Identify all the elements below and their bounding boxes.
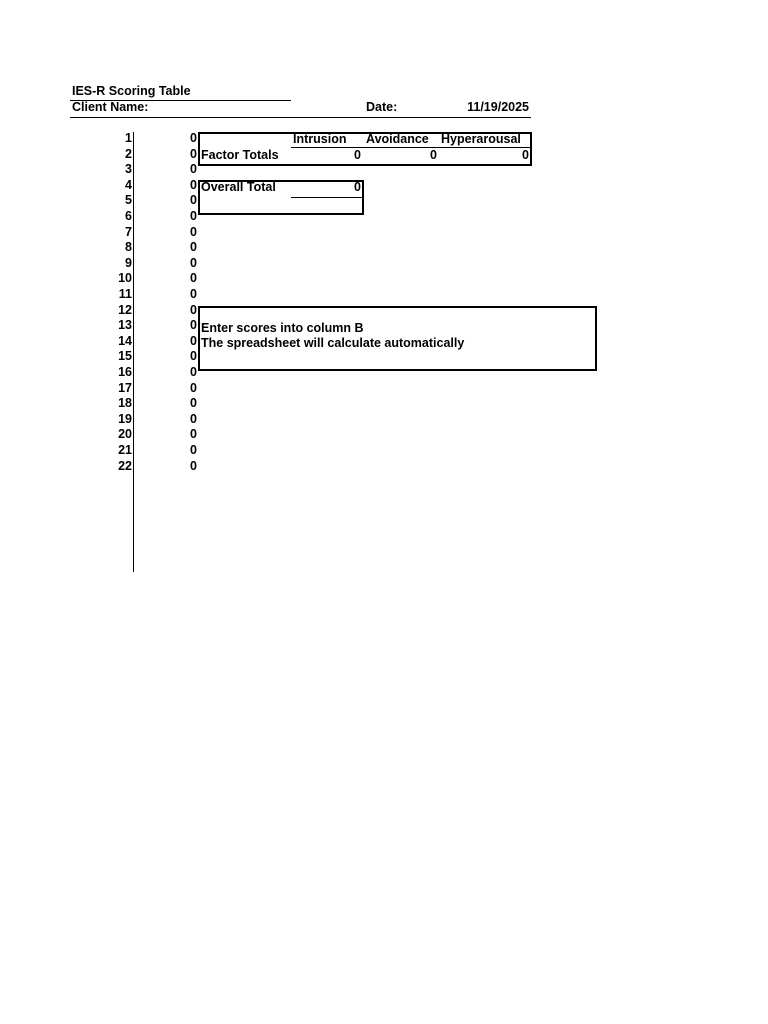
item-score-cell[interactable]: 0 bbox=[190, 225, 197, 239]
item-score-cell[interactable]: 0 bbox=[190, 443, 197, 457]
item-number: 10 bbox=[118, 271, 132, 285]
factor-header-hyperarousal: Hyperarousal bbox=[441, 132, 521, 146]
factor-totals-label: Factor Totals bbox=[201, 148, 279, 162]
item-score-cell[interactable]: 0 bbox=[190, 303, 197, 317]
item-number: 13 bbox=[118, 318, 132, 332]
item-score-cell[interactable]: 0 bbox=[190, 178, 197, 192]
item-number: 20 bbox=[118, 427, 132, 441]
factor-header-avoidance: Avoidance bbox=[366, 132, 429, 146]
date-value[interactable]: 11/19/2025 bbox=[467, 100, 529, 114]
item-score-cell[interactable]: 0 bbox=[190, 396, 197, 410]
item-score-cell[interactable]: 0 bbox=[190, 349, 197, 363]
item-number: 15 bbox=[118, 349, 132, 363]
factor-total-intrusion: 0 bbox=[354, 148, 361, 162]
sheet-title: IES-R Scoring Table bbox=[72, 84, 191, 98]
item-number: 16 bbox=[118, 365, 132, 379]
client-name-label: Client Name: bbox=[72, 100, 149, 114]
instruction-line-1: Enter scores into column B bbox=[201, 321, 364, 335]
item-score-cell[interactable]: 0 bbox=[190, 412, 197, 426]
item-number: 3 bbox=[125, 162, 132, 176]
factor-total-avoidance: 0 bbox=[430, 148, 437, 162]
item-number: 6 bbox=[125, 209, 132, 223]
factor-total-hyperarousal: 0 bbox=[522, 148, 529, 162]
item-score-cell[interactable]: 0 bbox=[190, 318, 197, 332]
item-score-cell[interactable]: 0 bbox=[190, 459, 197, 473]
item-score-cell[interactable]: 0 bbox=[190, 427, 197, 441]
item-score-cell[interactable]: 0 bbox=[190, 209, 197, 223]
item-score-cell[interactable]: 0 bbox=[190, 131, 197, 145]
item-number: 21 bbox=[118, 443, 132, 457]
item-number: 2 bbox=[125, 147, 132, 161]
item-number: 22 bbox=[118, 459, 132, 473]
item-score-cell[interactable]: 0 bbox=[190, 271, 197, 285]
item-score-cell[interactable]: 0 bbox=[190, 365, 197, 379]
item-number: 17 bbox=[118, 381, 132, 395]
item-score-cell[interactable]: 0 bbox=[190, 193, 197, 207]
instruction-line-2: The spreadsheet will calculate automatically bbox=[201, 336, 465, 350]
date-label: Date: bbox=[366, 100, 398, 114]
item-number: 11 bbox=[118, 287, 132, 301]
item-number: 19 bbox=[118, 412, 132, 426]
item-score-cell[interactable]: 0 bbox=[190, 147, 197, 161]
overall-total-underline bbox=[291, 197, 362, 198]
item-number: 4 bbox=[125, 178, 132, 192]
item-number: 18 bbox=[118, 396, 132, 410]
item-score-cell[interactable]: 0 bbox=[190, 287, 197, 301]
factor-header-intrusion: Intrusion bbox=[293, 132, 347, 146]
item-score-cell[interactable]: 0 bbox=[190, 162, 197, 176]
item-number: 8 bbox=[125, 240, 132, 254]
overall-total-label: Overall Total bbox=[201, 180, 276, 194]
item-number: 14 bbox=[118, 334, 132, 348]
column-divider bbox=[133, 132, 134, 572]
item-number: 9 bbox=[125, 256, 132, 270]
overall-total-value: 0 bbox=[354, 180, 361, 194]
header-bottom-border bbox=[70, 117, 531, 118]
item-score-cell[interactable]: 0 bbox=[190, 256, 197, 270]
item-score-cell[interactable]: 0 bbox=[190, 381, 197, 395]
item-number: 1 bbox=[125, 131, 132, 145]
item-number: 7 bbox=[125, 225, 132, 239]
item-score-cell[interactable]: 0 bbox=[190, 240, 197, 254]
item-score-cell[interactable]: 0 bbox=[190, 334, 197, 348]
item-number: 5 bbox=[125, 193, 132, 207]
item-number: 12 bbox=[118, 303, 132, 317]
